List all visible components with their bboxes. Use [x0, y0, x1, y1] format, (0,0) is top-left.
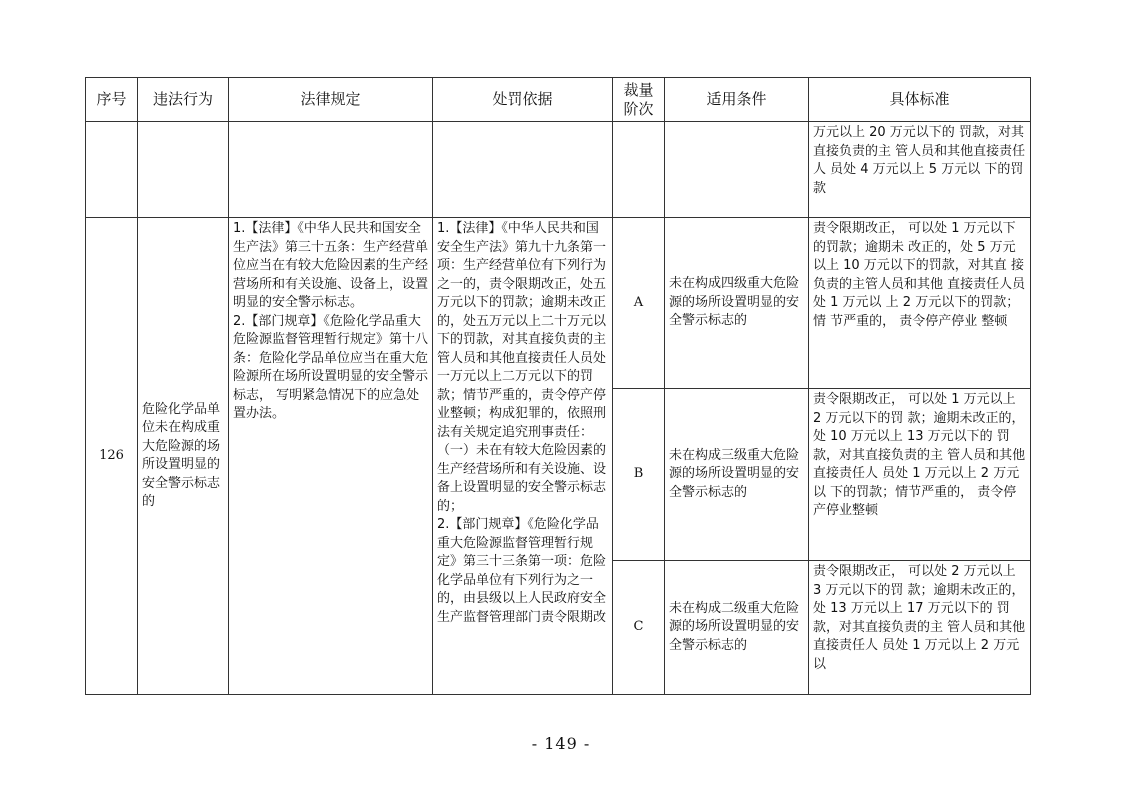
cell-level-c: C — [613, 561, 665, 695]
cell-standard-b: 责令限期改正， 可以处 1 万元以上 2 万元以下的罚 款；逾期未改正的，处 10 万元以上 13 万元以下的 罚款，对其直接负责的主 管人员和其他直接责任人 员处 1 万元以上 2 万元以 下的罚款；情节严重的， 责令停产停业整顿 — [809, 389, 1031, 561]
header-legal-provision: 法律规定 — [229, 78, 433, 122]
page-number: - 149 - — [531, 734, 591, 753]
cell-standard-a: 责令限期改正， 可以处 1 万元以下的罚款；逾期未 改正的，处 5 万元以上 10 万元以下的罚款，对其直 接负责的主管人员和其他 直接责任人员处 1 万元以 上 2 万元以下的罚款；情 节严重的， 责令停产停业 整顿 — [809, 218, 1031, 389]
header-applicable-condition: 适用条件 — [665, 78, 809, 122]
penalty-standard-table — [85, 77, 1031, 695]
cell-basis-empty — [433, 122, 613, 218]
header-penalty-basis: 处罚依据 — [433, 78, 613, 122]
cell-level-empty — [613, 122, 665, 218]
cell-condition-a: 未在构成四级重大危险源的场所设置明显的安全警示标志的 — [665, 218, 809, 389]
header-violation: 违法行为 — [138, 78, 229, 122]
cell-law-empty — [229, 122, 433, 218]
cell-condition-c: 未在构成二级重大危险源的场所设置明显的安全警示标志的 — [665, 561, 809, 695]
cell-standard-continued: 万元以上 20 万元以下的 罚款，对其直接负责的主 管人员和其他直接责任人 员处 4 万元以上 5 万元以 下的罚款 — [809, 122, 1031, 218]
cell-legal-provision: 1.【法律】《中华人民共和国安全生产法》第三十五条：生产经营单位应当在有较大危险因素的生产经营场所和有关设施、设备上，设置明显的安全警示标志。 2.【部门规章】《危险化学品重大危险源监督管理暂行规定》第十八条：危险化学品单位应当在重大危险源所在场所设置明显的安全警示标志， 写明紧急情况下的应急处置办法。 — [229, 218, 433, 695]
cell-level-b: B — [613, 389, 665, 561]
header-specific-standard: 具体标准 — [809, 78, 1031, 122]
cell-violation: 危险化学品单位未在构成重大危险源的场所设置明显的安全警示标志的 — [138, 218, 229, 695]
cell-level-a: A — [613, 218, 665, 389]
table-header-row — [86, 78, 1031, 122]
cell-condition-empty — [665, 122, 809, 218]
cell-no-empty — [86, 122, 138, 218]
cell-condition-b: 未在构成三级重大危险源的场所设置明显的安全警示标志的 — [665, 389, 809, 561]
cell-item-number: 126 — [86, 218, 138, 695]
cell-penalty-basis: 1.【法律】《中华人民共和国安全生产法》第九十九条第一项：生产经营单位有下列行为之一的，责令限期改正，处五万元以下的罚款；逾期未改正的，处五万元以上二十万元以下的罚款，对其直接负责的主管人员和其他直接责任人员处一万元以上二万元以下的罚款；情节严重的，责令停产停业整顿；构成犯罪的，依照刑法有关规定追究刑事责任： （一）未在有较大危险因素的生产经营场所和有关设施、设备上设置明显的安全警示标志的； 2.【部门规章】《危险化学品重大危险源监督管理暂行规定》第三十三条第一项：危险化学品单位有下列行为之一的，由县级以上人民政府安全生产监督管理部门责令限期改 — [433, 218, 613, 695]
header-no: 序号 — [86, 78, 138, 122]
cell-standard-c: 责令限期改正， 可以处 2 万元以上 3 万元以下的罚 款；逾期未改正的， 处 13 万元以上 17 万元以下的 罚款，对其直接负责的主 管人员和其他直接责任人 员处 1 万元以上 2 万元以 — [809, 561, 1031, 695]
table-row-continued — [86, 122, 1031, 218]
table-row — [86, 218, 1031, 389]
header-discretion-level: 裁量 阶次 — [613, 78, 665, 122]
cell-violation-empty — [138, 122, 229, 218]
